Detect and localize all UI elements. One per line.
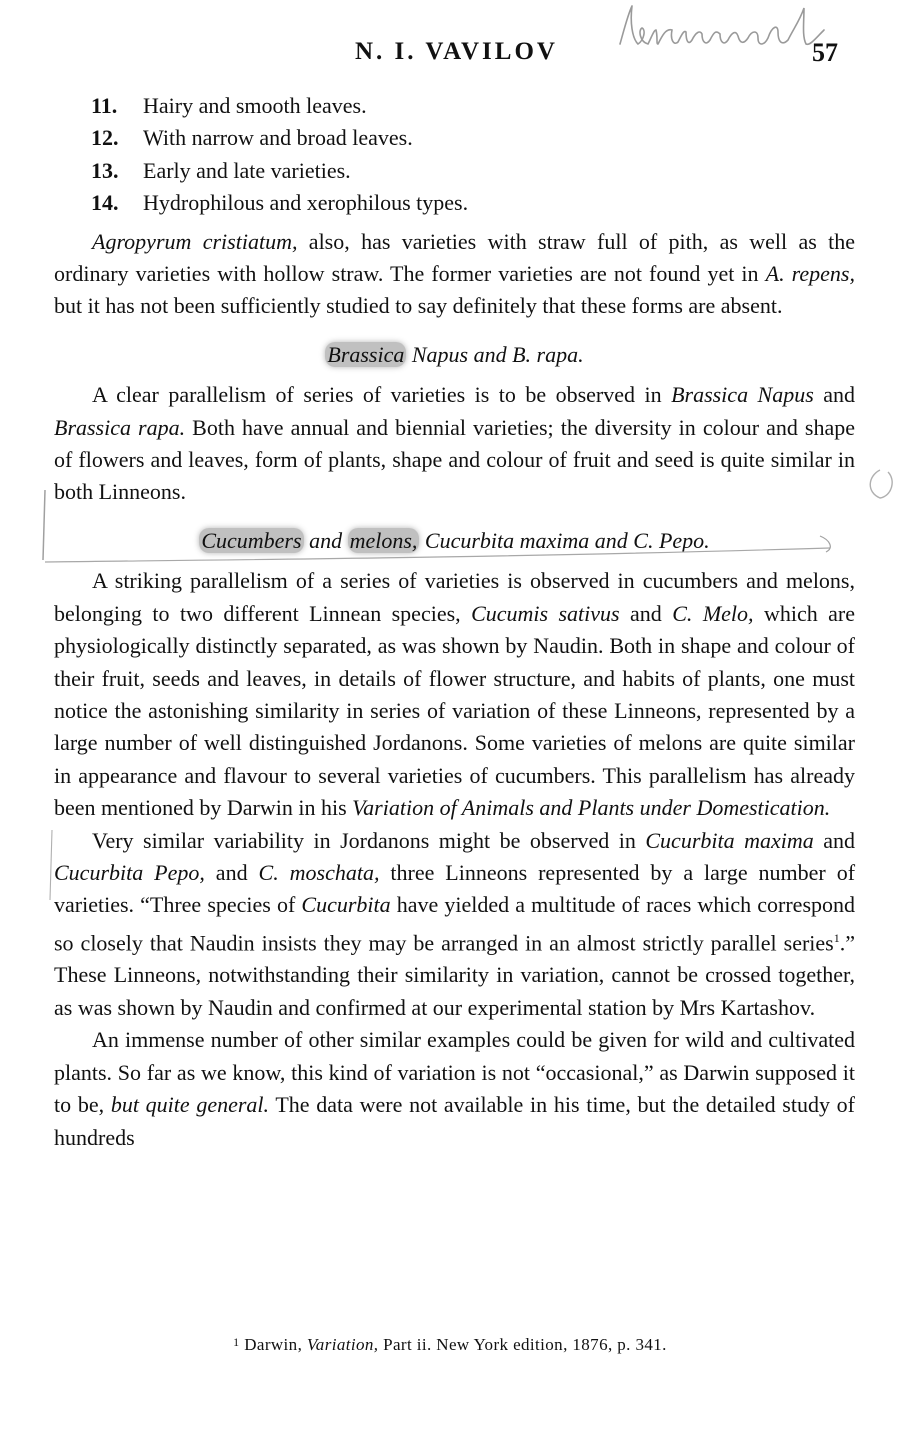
species-name: C. moschata, (258, 859, 380, 885)
paragraph-text: also, has varieties with straw full of pith, as well as the ordinary varieties with hollow straw. The former varieties are not found yet in (54, 228, 856, 287)
handwritten-annotation (612, 0, 847, 60)
list-text: Hairy and smooth leaves. (143, 93, 367, 118)
page-body (54, 90, 855, 1154)
paragraph-text: which are physiologically distinctly separated, as was shown by Naudin. Both in shape and colour of their fruit, seeds and leaves, in details of flower structure, and habits of plants, one must notice the astonishing similarity in series of variation of these Linneons, represented by a large number of well distinguished Jordanons. Some varieties of melons are quite similar in appearance and flavour to several varieties of cucumbers. This parallelism has already been mentioned by Darwin in his (54, 600, 856, 821)
footnote-title: Variation, (306, 1335, 379, 1354)
paragraph-agropyrum (54, 226, 855, 323)
paragraph-text: three Linneons represented by a large number of varieties. “Three species of (54, 859, 856, 918)
list-number: 14. (91, 190, 119, 216)
species-name: Cucurbita Pepo, (54, 859, 205, 885)
paragraph-text: and (619, 600, 673, 626)
species-name: Agropyrum cristiatum, (92, 228, 298, 254)
heading-text: and (303, 527, 348, 553)
footnote-reference: 1 (833, 930, 840, 945)
paragraph-cucurbita (54, 825, 855, 1025)
paragraph-text: and (813, 382, 855, 408)
paragraph-conclusion (54, 1024, 855, 1154)
species-name: Cucumis sativus (471, 600, 620, 626)
paragraph-text: A striking parallelism of a series of varieties is observed in cucumbers and melons, belonging to two different Linnean species, (54, 568, 855, 626)
section-heading-cucumbers (54, 525, 855, 557)
paragraph-text: but it has not been sufficiently studied to say definitely that these forms are absent. (54, 293, 783, 319)
species-name: Brassica rapa. (54, 414, 186, 440)
footnote-text: Darwin, (239, 1335, 307, 1354)
list-item (54, 155, 855, 187)
species-name: Cucurbita (301, 892, 391, 918)
book-title: Variation of Animals and Plants under Domestication. (352, 795, 831, 821)
species-name: C. Melo, (672, 600, 754, 626)
paragraph-text: .” These Linneons, notwithstanding their similarity in variation, cannot be crossed together, as was shown by Naudin and confirmed at our experimental station by Mrs Kartashov. (54, 930, 855, 1020)
paragraph-text: and (813, 827, 855, 853)
list-number: 11. (91, 93, 118, 118)
paragraph-text: The data were not available in his time, but the detailed study of hundreds (54, 1092, 855, 1150)
paragraph-text: have yielded a multitude of races which correspond so closely that Naudin insists they may be arranged in an almost strictly parallel series (54, 892, 856, 956)
list-item (54, 90, 855, 122)
list-item (54, 187, 855, 219)
paragraph-brassica (54, 379, 855, 509)
list-text: With narrow and broad leaves. (143, 125, 413, 151)
species-name: Brassica Napus (671, 382, 814, 408)
paragraph-text: and (204, 859, 259, 885)
page-number: 57 (812, 38, 838, 67)
footnote (0, 1335, 900, 1355)
section-heading-brassica (54, 339, 855, 371)
heading-text: Napus and B. rapa. (406, 341, 584, 367)
species-name: A. repens, (765, 261, 855, 287)
list-text: Hydrophilous and xerophilous types. (143, 190, 469, 216)
smudged-word: melons, (349, 527, 418, 553)
heading-text: Cucurbita maxima and C. Pepo. (419, 527, 710, 553)
list-number: 13. (91, 157, 119, 183)
paragraph-text: Both have annual and biennial varieties; the diversity in colour and shape of flowers and leaves, form of plants, shape and colour of fruit and seed is quite similar in both Linneons. (54, 414, 856, 505)
list-text: Early and late varieties. (143, 157, 351, 183)
paragraph-text: Very similar variability in Jordanons might be observed in (92, 827, 646, 853)
smudged-word: Cucumbers (201, 527, 302, 553)
footnote-text: Part ii. New York edition, 1876, p. 341. (378, 1335, 667, 1354)
list-number: 12. (91, 125, 119, 151)
emphasis: but quite general. (110, 1092, 270, 1118)
species-name: Cucurbita maxima (645, 827, 814, 853)
paragraph-text: A clear parallelism of series of varieties is to be observed in (92, 382, 672, 408)
running-head-author: N. I. VAVILOV (355, 38, 558, 65)
smudged-word: Brassica (327, 341, 405, 367)
paragraph-text: An immense number of other similar examples could be given for wild and cultivated plants. So far as we know, this kind of variation is not “occasional,” as Darwin supposed it to be, (54, 1027, 855, 1118)
paragraph-cucumbers (54, 565, 855, 824)
list-item (54, 122, 855, 154)
footnote-mark: 1 (233, 1335, 240, 1349)
